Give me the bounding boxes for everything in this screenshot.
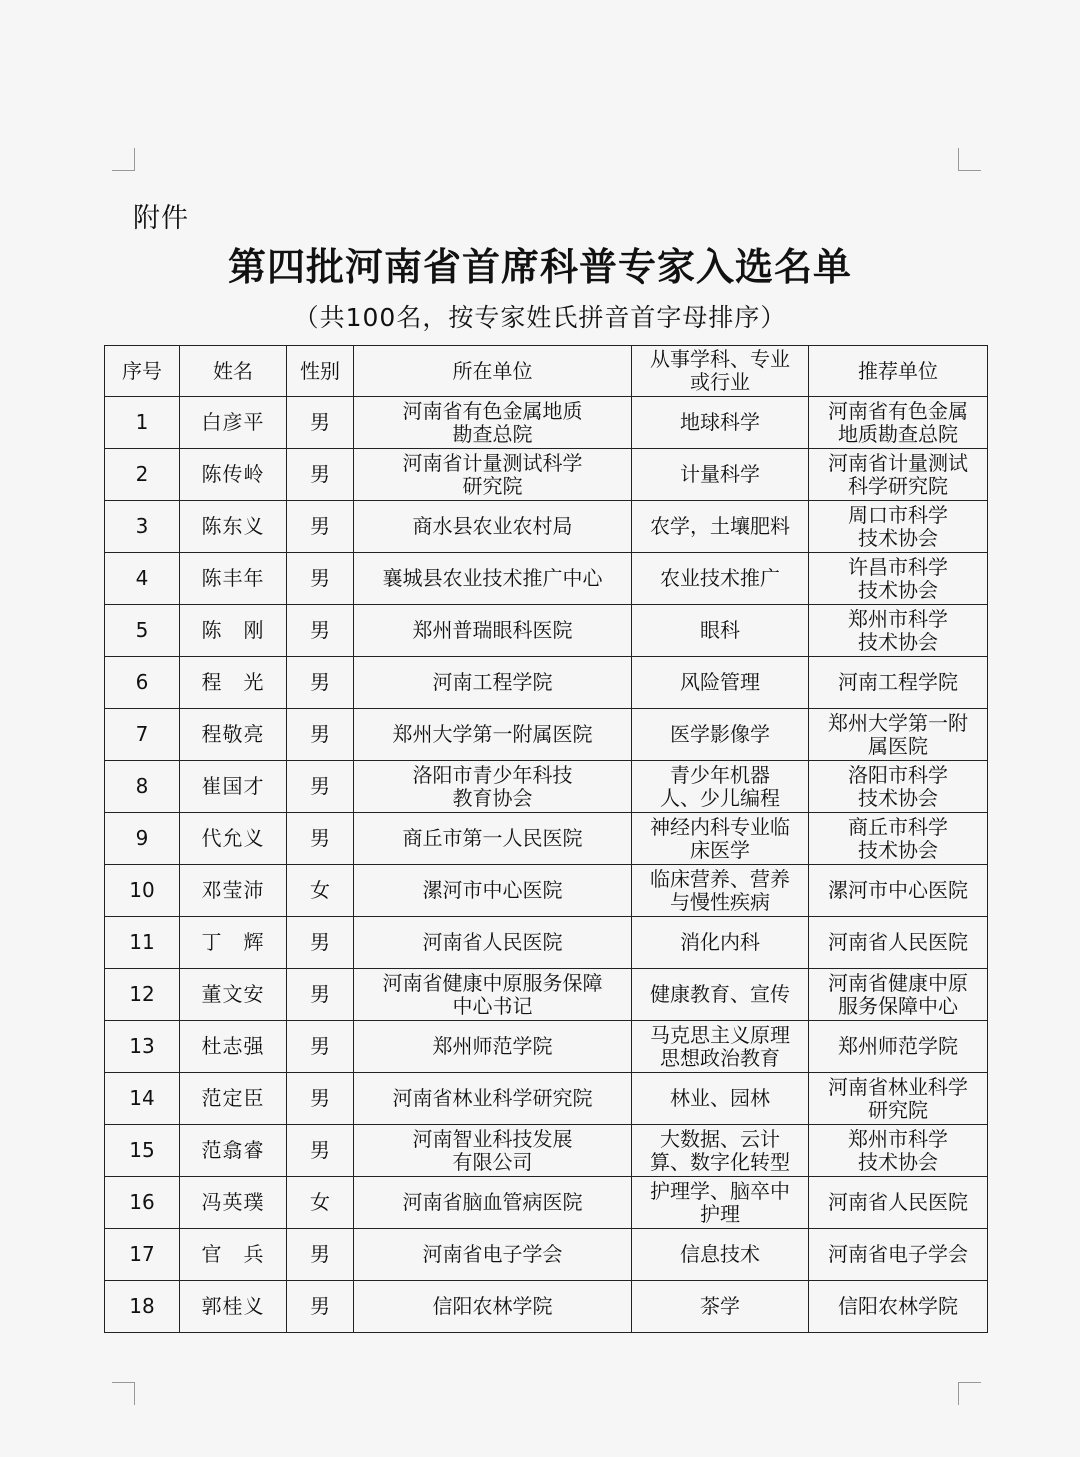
cell-col-recommender: 郑州大学第一附 属医院	[809, 709, 988, 761]
cell-col-gender: 男	[287, 917, 354, 969]
cell-col-affiliation: 河南省脑血管病医院	[354, 1177, 632, 1229]
cell-col-discipline: 地球科学	[632, 397, 809, 449]
table-row	[105, 1229, 988, 1281]
cell-col-gender: 男	[287, 449, 354, 501]
cell-col-discipline: 眼科	[632, 605, 809, 657]
header-row	[105, 346, 988, 397]
cell-col-index: 4	[105, 553, 180, 605]
cell-col-name: 白彦平	[180, 397, 287, 449]
cell-col-gender: 女	[287, 1177, 354, 1229]
cell-col-affiliation: 漯河市中心医院	[354, 865, 632, 917]
document-subtitle: （共100名，按专家姓氏拼音首字母排序）	[293, 303, 787, 332]
cell-col-gender: 男	[287, 501, 354, 553]
cell-col-name: 郭桂义	[180, 1281, 287, 1333]
cell-col-discipline: 大数据、云计 算、数字化转型	[632, 1125, 809, 1177]
cell-col-index: 14	[105, 1073, 180, 1125]
table-row	[105, 917, 988, 969]
table-row	[105, 605, 988, 657]
table-row	[105, 865, 988, 917]
cell-col-affiliation: 河南工程学院	[354, 657, 632, 709]
cell-col-affiliation: 河南省人民医院	[354, 917, 632, 969]
cell-col-name: 程 光	[180, 657, 287, 709]
cell-col-recommender: 郑州师范学院	[809, 1021, 988, 1073]
cell-col-gender: 男	[287, 1281, 354, 1333]
cell-col-recommender: 商丘市科学 技术协会	[809, 813, 988, 865]
cell-col-affiliation: 河南省电子学会	[354, 1229, 632, 1281]
cell-col-discipline: 医学影像学	[632, 709, 809, 761]
cell-col-gender: 男	[287, 397, 354, 449]
cell-col-index: 16	[105, 1177, 180, 1229]
cell-col-recommender: 漯河市中心医院	[809, 865, 988, 917]
header-col-name: 姓名	[180, 346, 287, 397]
corner-mark-bottom-right	[958, 1382, 981, 1405]
cell-col-recommender: 河南工程学院	[809, 657, 988, 709]
cell-col-name: 陈传岭	[180, 449, 287, 501]
cell-col-affiliation: 洛阳市青少年科技 教育协会	[354, 761, 632, 813]
cell-col-discipline: 马克思主义原理 思想政治教育	[632, 1021, 809, 1073]
cell-col-index: 10	[105, 865, 180, 917]
cell-col-index: 15	[105, 1125, 180, 1177]
cell-col-discipline: 消化内科	[632, 917, 809, 969]
cell-col-discipline: 神经内科专业临 床医学	[632, 813, 809, 865]
table-row	[105, 761, 988, 813]
cell-col-name: 程敬亮	[180, 709, 287, 761]
cell-col-discipline: 农学，土壤肥料	[632, 501, 809, 553]
table-row	[105, 1281, 988, 1333]
header-col-recommender: 推荐单位	[809, 346, 988, 397]
cell-col-index: 5	[105, 605, 180, 657]
corner-mark-bottom-left	[112, 1382, 135, 1405]
table-row	[105, 969, 988, 1021]
table-row	[105, 397, 988, 449]
cell-col-affiliation: 河南省计量测试科学 研究院	[354, 449, 632, 501]
cell-col-affiliation: 河南智业科技发展 有限公司	[354, 1125, 632, 1177]
cell-col-name: 邓莹沛	[180, 865, 287, 917]
cell-col-index: 8	[105, 761, 180, 813]
cell-col-affiliation: 商水县农业农村局	[354, 501, 632, 553]
cell-col-affiliation: 河南省有色金属地质 勘查总院	[354, 397, 632, 449]
cell-col-recommender: 许昌市科学 技术协会	[809, 553, 988, 605]
cell-col-affiliation: 襄城县农业技术推广中心	[354, 553, 632, 605]
cell-col-recommender: 郑州市科学 技术协会	[809, 1125, 988, 1177]
cell-col-name: 陈东义	[180, 501, 287, 553]
cell-col-name: 杜志强	[180, 1021, 287, 1073]
cell-col-name: 范定臣	[180, 1073, 287, 1125]
header-col-affiliation: 所在单位	[354, 346, 632, 397]
cell-col-name: 崔国才	[180, 761, 287, 813]
cell-col-recommender: 郑州市科学 技术协会	[809, 605, 988, 657]
cell-col-recommender: 河南省人民医院	[809, 917, 988, 969]
cell-col-gender: 男	[287, 1125, 354, 1177]
cell-col-recommender: 周口市科学 技术协会	[809, 501, 988, 553]
table-row	[105, 1073, 988, 1125]
cell-col-discipline: 信息技术	[632, 1229, 809, 1281]
cell-col-discipline: 林业、园林	[632, 1073, 809, 1125]
cell-col-index: 12	[105, 969, 180, 1021]
cell-col-index: 17	[105, 1229, 180, 1281]
cell-col-gender: 男	[287, 709, 354, 761]
cell-col-name: 范翕睿	[180, 1125, 287, 1177]
cell-col-discipline: 临床营养、营养 与慢性疾病	[632, 865, 809, 917]
table-row	[105, 1125, 988, 1177]
cell-col-recommender: 河南省人民医院	[809, 1177, 988, 1229]
cell-col-name: 丁 辉	[180, 917, 287, 969]
table-row	[105, 501, 988, 553]
cell-col-index: 6	[105, 657, 180, 709]
cell-col-recommender: 洛阳市科学 技术协会	[809, 761, 988, 813]
cell-col-index: 1	[105, 397, 180, 449]
cell-col-name: 董文安	[180, 969, 287, 1021]
corner-mark-top-right	[958, 148, 981, 171]
cell-col-discipline: 青少年机器 人、少儿编程	[632, 761, 809, 813]
cell-col-discipline: 护理学、脑卒中 护理	[632, 1177, 809, 1229]
attachment-label: 附件	[133, 203, 189, 234]
cell-col-affiliation: 郑州普瑞眼科医院	[354, 605, 632, 657]
cell-col-recommender: 信阳农林学院	[809, 1281, 988, 1333]
cell-col-gender: 男	[287, 969, 354, 1021]
cell-col-name: 陈丰年	[180, 553, 287, 605]
cell-col-name: 代允义	[180, 813, 287, 865]
header-col-discipline: 从事学科、专业 或行业	[632, 346, 809, 397]
cell-col-name: 陈 刚	[180, 605, 287, 657]
cell-col-affiliation: 信阳农林学院	[354, 1281, 632, 1333]
cell-col-discipline: 健康教育、宣传	[632, 969, 809, 1021]
cell-col-affiliation: 郑州师范学院	[354, 1021, 632, 1073]
document-title: 第四批河南省首席科普专家入选名单	[227, 245, 852, 289]
cell-col-recommender: 河南省计量测试 科学研究院	[809, 449, 988, 501]
table-row	[105, 449, 988, 501]
cell-col-gender: 男	[287, 553, 354, 605]
header-col-index: 序号	[105, 346, 180, 397]
cell-col-name: 冯英璞	[180, 1177, 287, 1229]
table-row	[105, 553, 988, 605]
table-header	[105, 346, 988, 397]
cell-col-discipline: 农业技术推广	[632, 553, 809, 605]
cell-col-recommender: 河南省有色金属 地质勘查总院	[809, 397, 988, 449]
cell-col-index: 2	[105, 449, 180, 501]
cell-col-affiliation: 商丘市第一人民医院	[354, 813, 632, 865]
cell-col-recommender: 河南省林业科学 研究院	[809, 1073, 988, 1125]
cell-col-gender: 男	[287, 605, 354, 657]
cell-col-gender: 男	[287, 657, 354, 709]
cell-col-gender: 男	[287, 813, 354, 865]
cell-col-discipline: 茶学	[632, 1281, 809, 1333]
cell-col-gender: 男	[287, 1073, 354, 1125]
table-row	[105, 1177, 988, 1229]
cell-col-affiliation: 河南省林业科学研究院	[354, 1073, 632, 1125]
cell-col-gender: 女	[287, 865, 354, 917]
table-body	[105, 397, 988, 1333]
cell-col-gender: 男	[287, 1229, 354, 1281]
cell-col-index: 3	[105, 501, 180, 553]
cell-col-index: 9	[105, 813, 180, 865]
cell-col-recommender: 河南省电子学会	[809, 1229, 988, 1281]
cell-col-gender: 男	[287, 1021, 354, 1073]
table-row	[105, 657, 988, 709]
cell-col-index: 13	[105, 1021, 180, 1073]
expert-list-table	[104, 345, 988, 1333]
corner-mark-top-left	[112, 148, 135, 171]
cell-col-affiliation: 河南省健康中原服务保障 中心书记	[354, 969, 632, 1021]
table-row	[105, 709, 988, 761]
cell-col-index: 18	[105, 1281, 180, 1333]
cell-col-index: 7	[105, 709, 180, 761]
cell-col-gender: 男	[287, 761, 354, 813]
table-row	[105, 1021, 988, 1073]
cell-col-name: 官 兵	[180, 1229, 287, 1281]
cell-col-discipline: 计量科学	[632, 449, 809, 501]
cell-col-index: 11	[105, 917, 180, 969]
table-row	[105, 813, 988, 865]
header-col-gender: 性别	[287, 346, 354, 397]
cell-col-recommender: 河南省健康中原 服务保障中心	[809, 969, 988, 1021]
cell-col-discipline: 风险管理	[632, 657, 809, 709]
cell-col-affiliation: 郑州大学第一附属医院	[354, 709, 632, 761]
